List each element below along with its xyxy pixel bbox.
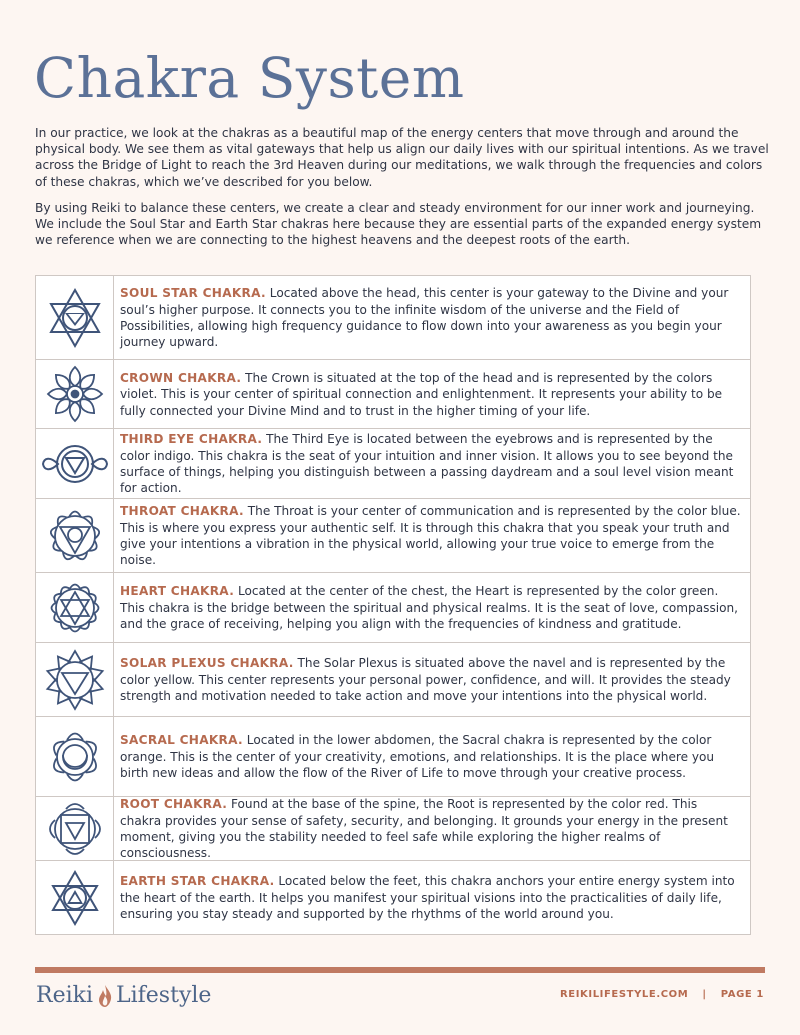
logo-text-right: Lifestyle [116,983,212,1008]
solar-plexus-icon [43,648,107,712]
page-title: Chakra System [34,46,465,110]
chakra-name: ROOT CHAKRA. [120,797,228,812]
chakra-row-solar-plexus [36,643,750,717]
chakra-description: The Solar Plexus is situated above the navel and is represented by the color yellow. This center represents your personal power, confidence, and will. It provides the steady strength and motivation needed to take action and move your intentions into the physical world. [120,656,731,704]
chakra-description: Located below the feet, this chakra anchors your entire energy system into the heart of the earth. It helps you manifest your spiritual visions into the practicalities of daily life, ensuring you stay steady and supported by the rhythms of the world around you. [120,874,735,922]
chakra-name: CROWN CHAKRA. [120,370,242,385]
chakra-row-earth-star [36,861,750,934]
brand-logo [36,983,211,1008]
chakra-name: SOLAR PLEXUS CHAKRA. [120,656,294,671]
chakra-description: Located in the lower abdomen, the Sacral chakra is represented by the color orange. This is the center of your creativity, emotions, and relationships. It is the place where you birth new ideas and allow the flow of the River of Life to move through your creative process. [120,733,715,781]
crown-lotus-icon [43,362,107,426]
chakra-name: EARTH STAR CHAKRA. [120,874,275,889]
chakra-name: THROAT CHAKRA. [120,504,244,519]
chakra-row-sacral [36,717,750,797]
chakra-row-third-eye [36,429,750,499]
third-eye-icon [40,432,110,496]
intro-paragraph-1: In our practice, we look at the chakras as a beautiful map of the energy centers that move through and around the physical body. We see them as vital gateways that help us align our daily lives with our spiritual intentions. As we travel across the Bridge of Light to reach the 3rd Heaven during our meditations, we walk through the frequencies and colors of these chakras, which we’ve described for you below. [35,126,769,189]
chakra-description: Found at the base of the spine, the Root is represented by the color red. This chakra provides your sense of safety, security, and belonging. It grounds your energy in the present moment, giving you the stability needed to feel safe while exploring the higher realms of consciousness. [120,797,728,861]
chakra-table [35,275,751,935]
intro [35,125,770,258]
chakra-description: The Third Eye is located between the eyebrows and is represented by the color indigo. This chakra is the seat of your intuition and inner vision. It allows you to see beyond the surface of things, helping you distinguish between a passing daydream and a soul level vision meant for action. [120,432,734,496]
chakra-description: Located at the center of the chest, the Heart is represented by the color green. This chakra is the bridge between the spiritual and physical realms. It is the seat of love, compassion, and the grace of receiving, helping you align with the frequencies of kindness and gratitude. [120,584,739,632]
chakra-row-root [36,797,750,861]
footer-divider [35,967,765,973]
chakra-name: SOUL STAR CHAKRA. [120,286,266,301]
chakra-name: THIRD EYE CHAKRA. [120,432,263,447]
flame-icon [96,984,114,1008]
chakra-description: Located above the head, this center is your gateway to the Divine and your soul’s higher purpose. It connects you to the infinite wisdom of the universe and the Field of Possibilities, allowing high frequency guidance to flow down into your awareness as you begin your journey upward. [120,286,729,350]
chakra-description: The Crown is situated at the top of the head and is represented by the colors violet. This is your center of spiritual connection and enlightenment. It represents your ability to be fully connected your Divine Mind and to trust in the higher timing of your life. [120,370,723,418]
chakra-row-soul-star [36,276,750,360]
footer-separator: | [702,989,707,1000]
chakra-name: HEART CHAKRA. [120,584,235,599]
chakra-row-throat [36,499,750,573]
throat-icon [43,504,107,568]
chakra-row-heart [36,573,750,643]
page-number: PAGE 1 [720,989,764,1000]
earth-star-icon [43,866,107,930]
sacral-icon [43,725,107,789]
chakra-description: The Throat is your center of communication and is represented by the color blue. This is where you express your authentic self. It is through this chakra that you speak your truth and give your intentions a vibration in the physical world, allowing your true voice to emerge from the noise. [120,504,741,568]
website-link[interactable]: REIKILIFESTYLE.COM [559,989,689,1000]
root-icon [43,797,107,861]
heart-icon [43,576,107,640]
soul-star-icon [43,286,107,350]
footer-info [560,989,764,1000]
chakra-name: SACRAL CHAKRA. [120,733,243,748]
intro-paragraph-2: By using Reiki to balance these centers, we create a clear and steady environment for our inner work and journeying. We include the Soul Star and Earth Star chakras here because they are essential parts of the expanded energy system we reference when we are connecting to the highest heavens and the deepest roots of the earth. [35,200,762,248]
logo-text-left: Reiki [36,983,93,1008]
chakra-row-crown [36,360,750,429]
